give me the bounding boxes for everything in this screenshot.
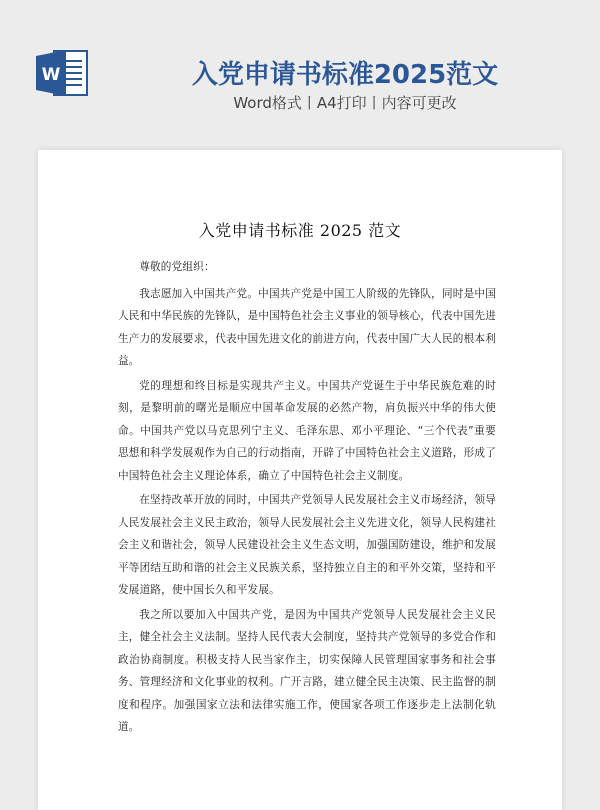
word-icon-letter: W (41, 65, 61, 85)
paragraph: 我志愿加入中国共产党。中国共产党是中国工人阶级的先锋队，同时是中国人民和中华民族的先锋队，是中国特色社会主义事业的领导核心，代表中国先进生产力的发展要求，代表中国先进文化的前进方向，代表中国广大人民的根本利益。 (118, 287, 496, 367)
header-subtitle: Word格式丨A4打印丨内容可更改 (233, 94, 457, 112)
salutation: 尊敬的党组织： (139, 261, 215, 273)
document-page (38, 150, 562, 810)
document-body (118, 256, 496, 739)
page-header (0, 0, 600, 150)
document-title: 入党申请书标准 2025 范文 (198, 221, 402, 240)
paragraph: 我之所以要加入中国共产党，是因为中国共产党领导人民发展社会主义民主，健全社会主义法制。坚持人民代表大会制度，坚持共产党领导的多党合作和政治协商制度。积极支持人民当家作主，切实保障人民管理国家事务和社会事务、管理经济和文化事业的权利。广开言路，建立健全民主决策、民主监督的制度和程序。加强国家立法和法律实施工作，使国家各项工作逐步走上法制化轨道。 (118, 608, 496, 733)
paragraph: 党的理想和终目标是实现共产主义。中国共产党诞生于中华民族危难的时刻，是黎明前的曙光是顺应中国革命发展的必然产物，肩负振兴中华的伟大使命。中国共产党以马克思列宁主义、毛泽东思、邓小平理论、“三个代表”重要思想和科学发展观作为自己的行动指南，开辟了中国特色社会主义道路，形成了中国特色社会主义理论体系，确立了中国特色社会主义制度。 (118, 379, 496, 482)
paragraph: 在坚持改革开放的同时，中国共产党领导人民发展社会主义市场经济，领导人民发展社会主义民主政治，领导人民发展社会主义先进文化，领导人民构建社会主义和谐社会，领导人民建设社会主义生态文明，加强国防建设，维护和发展平等团结互助和谐的社会主义民族关系，坚持独立自主的和平外交策，坚持和平发展道路，使中国长久和平发展。 (118, 494, 496, 596)
header-title: 入党申请书标准2025范文 (191, 60, 499, 90)
word-document-icon (34, 48, 90, 98)
